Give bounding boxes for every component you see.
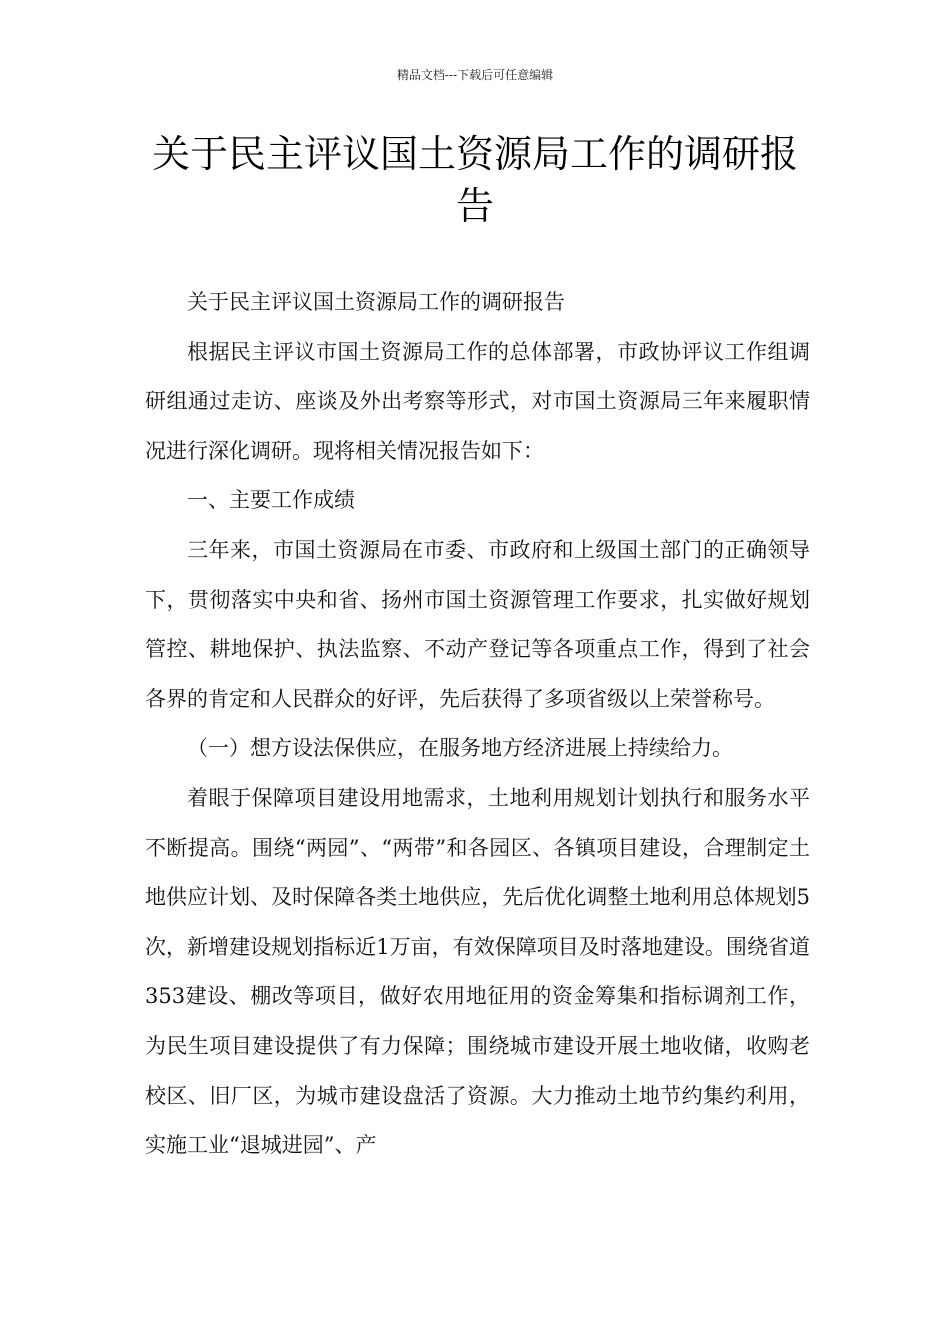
title-line-2: 告 — [455, 184, 494, 228]
paragraph-land-supply: 着眼于保障项目建设用地需求，土地利用规划计划执行和服务水平不断提高。围绕“两园”、“两带”和各园区、各镇项目建设，合理制定土地供应计划、及时保障各类土地供应，先后优化调整土地利用总体规划5次，新增建设规划指标近1万亩，有效保障项目及时落地建设。围绕省道353建设、棚改等项目，做好农用地征用的资金筹集和指标调剂工作，为民生项目建设提供了有力保障；围绕城市建设开展土地收储，收购老校区、旧厂区，为城市建设盘活了资源。大力推动土地节约集约利用，实施工业“退城进园”、产 — [145, 785, 810, 1158]
title-line-1: 关于民主评议国土资源局工作的调研报 — [151, 132, 798, 176]
document-body — [145, 278, 810, 1171]
paragraph-introduction: 根据民主评议市国土资源局工作的总体部署，市政协评议工作组调研组通过走访、座谈及外出考察等形式，对市国土资源局三年来履职情况进行深化调研。现将相关情况报告如下： — [145, 339, 810, 463]
subsection-heading-supply: （一）想方设法保供应，在服务地方经济进展上持续给力。 — [187, 736, 733, 761]
paragraph-report-title: 关于民主评议国土资源局工作的调研报告 — [187, 290, 565, 314]
document-title — [120, 128, 830, 232]
section-heading-main-achievements: 一、主要工作成绩 — [187, 488, 355, 513]
paragraph-overview: 三年来，市国土资源局在市委、市政府和上级国土部门的正确领导下，贯彻落实中央和省、扬州市国土资源管理工作要求，扎实做好规划管控、耕地保护、执法监察、不动产登记等各项重点工作，得到了社会各界的肯定和人民群众的好评，先后获得了多项省级以上荣誉称号。 — [145, 537, 810, 711]
header-note: 精品文档---下载后可任意编辑 — [396, 68, 554, 82]
